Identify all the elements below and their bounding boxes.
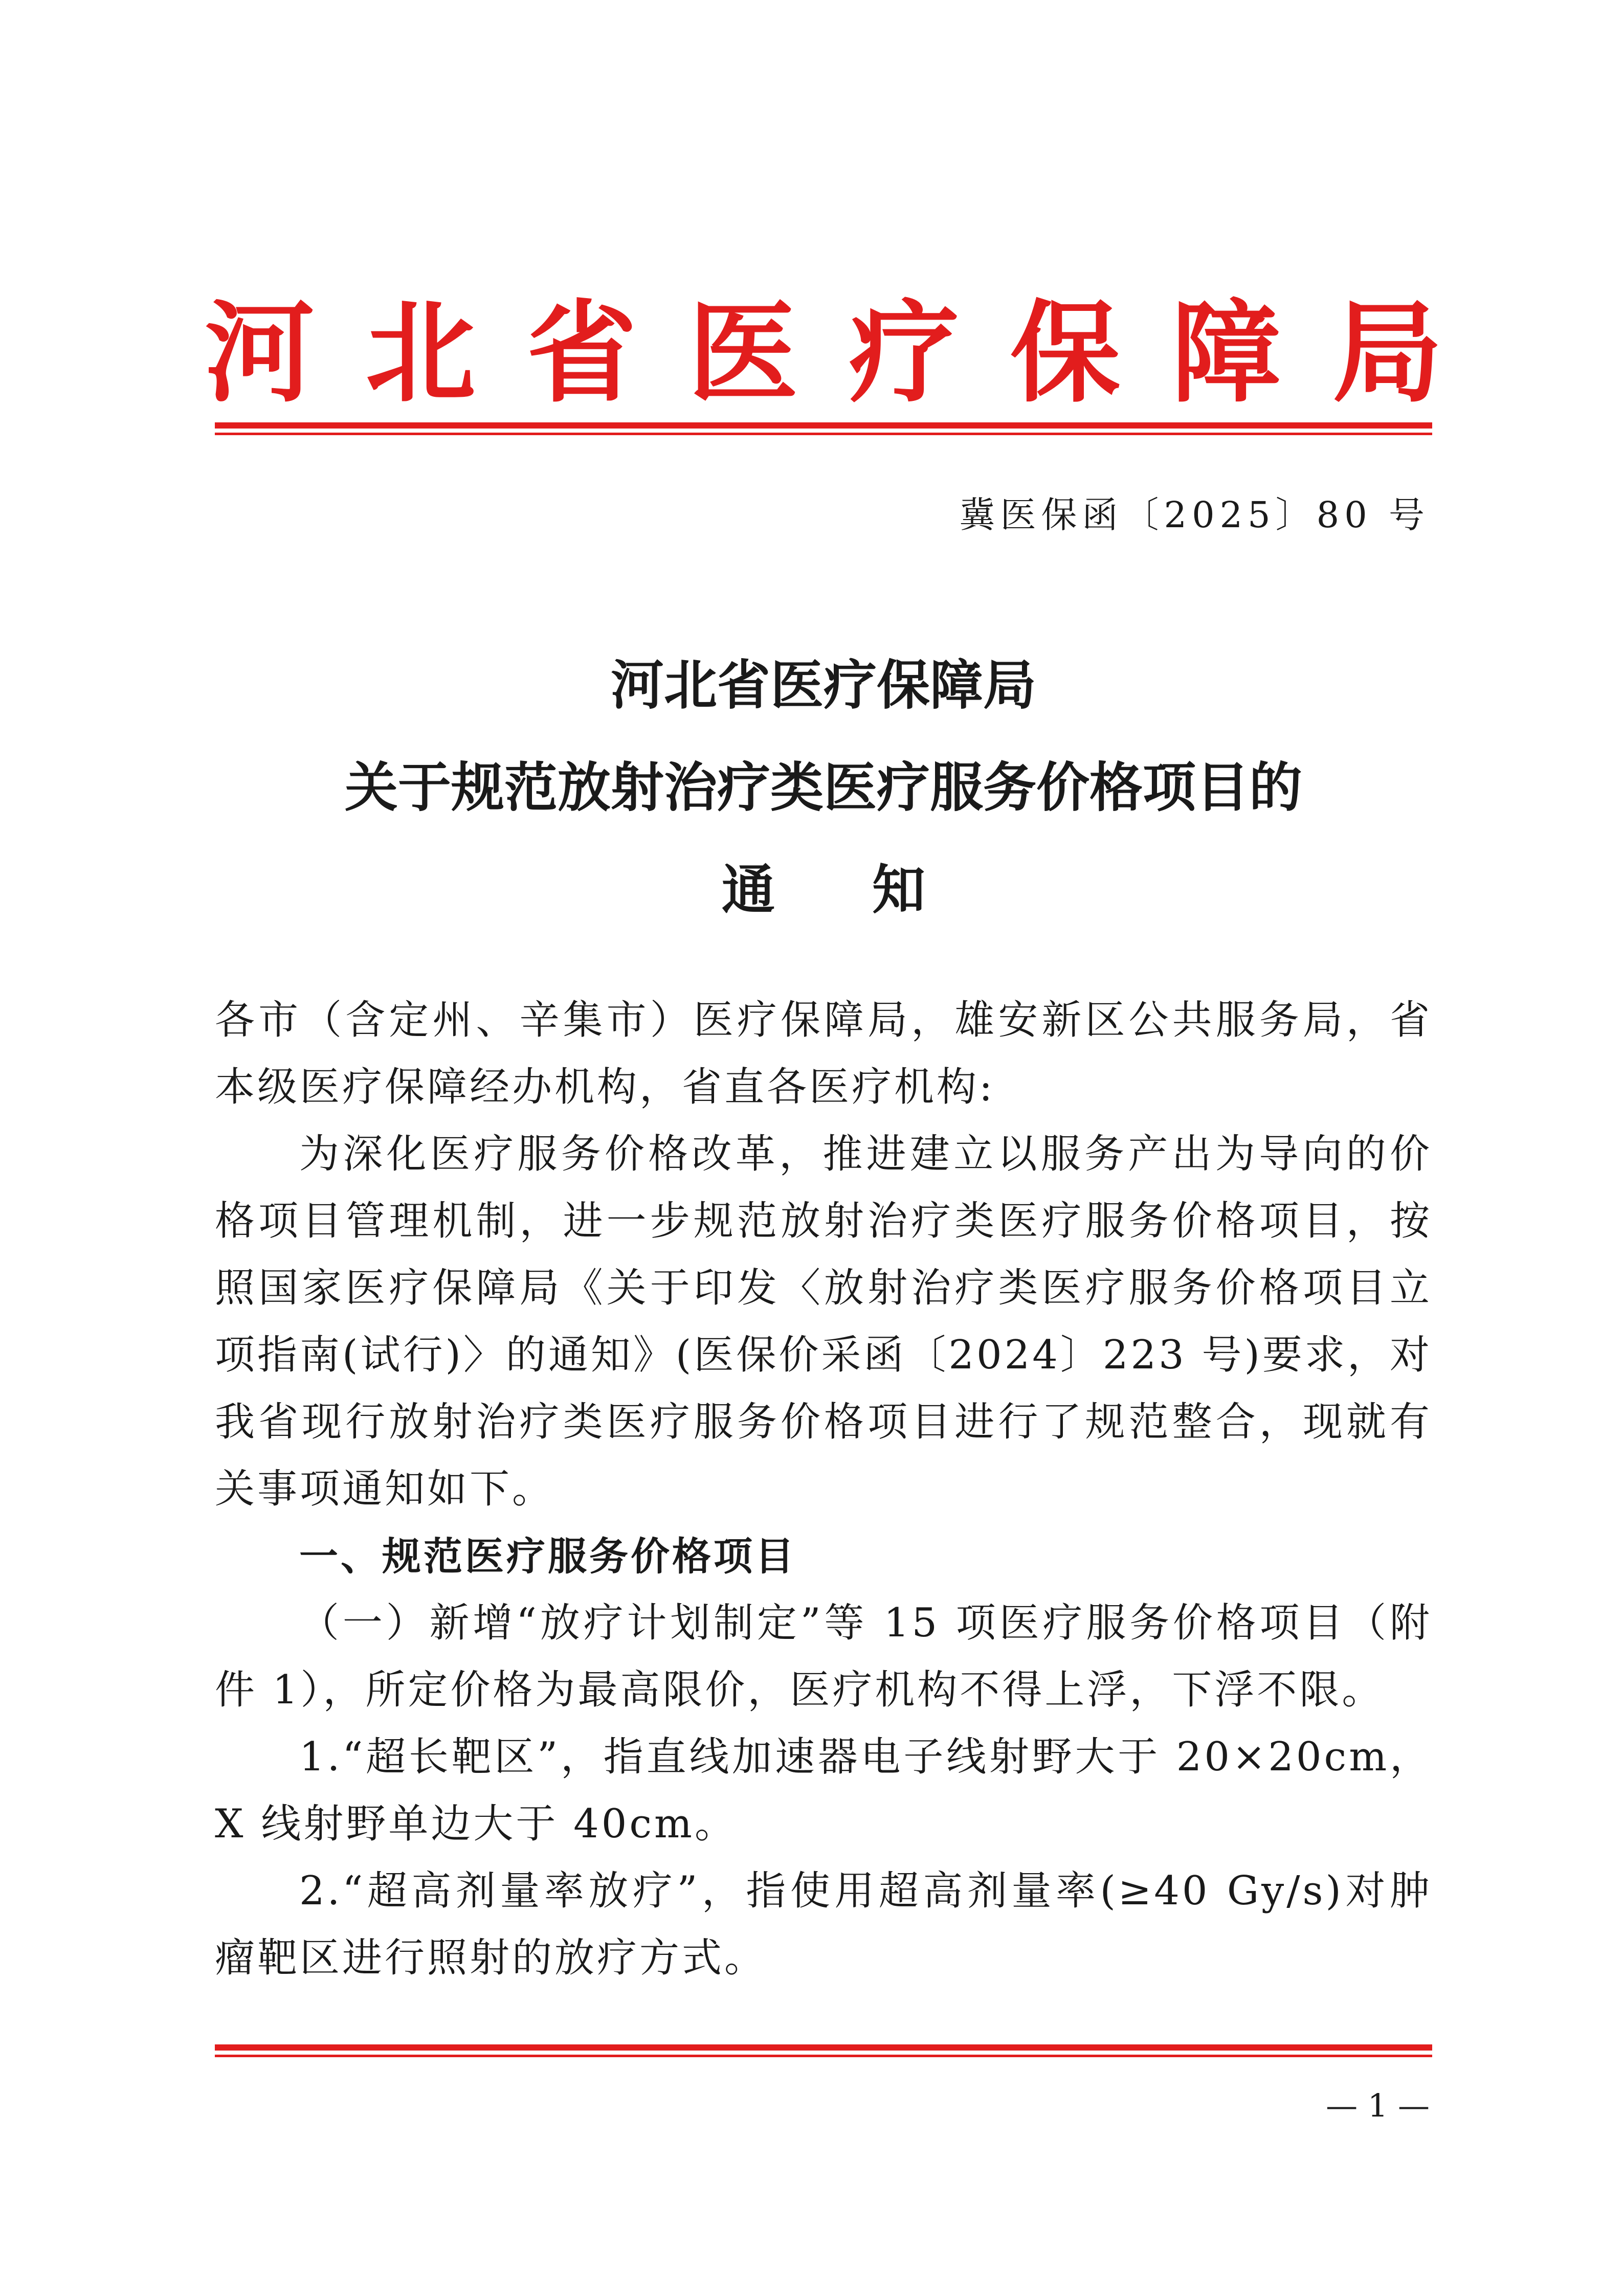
footer-divider <box>215 2044 1432 2057</box>
addressee-paragraph: 各市（含定州、辛集市）医疗保障局，雄安新区公共服务局，省本级医疗保障经办机构，省直各医疗机构: <box>215 997 1432 1110</box>
letterhead-char: 省 <box>527 288 637 417</box>
document-body <box>215 987 1432 1992</box>
item-paragraph: （一）新增“放疗计划制定”等 15 项医疗服务价格项目（附件 1），所定价格为最高限价，医疗机构不得上浮，下浮不限。 <box>215 1600 1432 1713</box>
section-heading: 一、规范医疗服务价格项目 <box>299 1534 796 1579</box>
letterhead-char: 保 <box>1010 288 1120 417</box>
title-line-3: 通知 <box>721 858 1022 921</box>
agency-letterhead <box>205 286 1442 419</box>
title-line-2: 关于规范放射治疗类医疗服务价格项目的 <box>344 756 1302 819</box>
header-divider <box>215 422 1432 435</box>
letterhead-char: 医 <box>688 288 798 417</box>
title-line-1: 河北省医疗保障局 <box>610 654 1036 716</box>
point-paragraph-2: 2.“超高剂量率放疗”，指使用超高剂量率(≥40 Gy/s)对肿瘤靶区进行照射的放疗方式。 <box>215 1868 1432 1981</box>
document-title <box>215 634 1432 941</box>
document-number: 冀医保函〔2025〕80 号 <box>959 494 1430 536</box>
letterhead-char: 局 <box>1332 288 1442 417</box>
intro-paragraph: 为深化医疗服务价格改革，推进建立以服务产出为导向的价格项目管理机制，进一步规范放射治疗类医疗服务价格项目，按照国家医疗保障局《关于印发〈放射治疗类医疗服务价格项目立项指南(试行)〉的通知》(医保价采函〔2024〕223 号)要求，对我省现行放射治疗类医疗服务价格项目进行了规范整合，现就有关事项通知如下。 <box>215 1131 1432 1512</box>
letterhead-char: 障 <box>1171 288 1281 417</box>
point-paragraph-1: 1.“超长靶区”，指直线加速器电子线射野大于 20×20cm，X 线射野单边大于 40cm。 <box>215 1734 1432 1847</box>
letterhead-char: 河 <box>205 288 315 417</box>
letterhead-char: 疗 <box>849 288 959 417</box>
letterhead-char: 北 <box>366 288 476 417</box>
page-number: — 1 — <box>1326 2087 1430 2124</box>
